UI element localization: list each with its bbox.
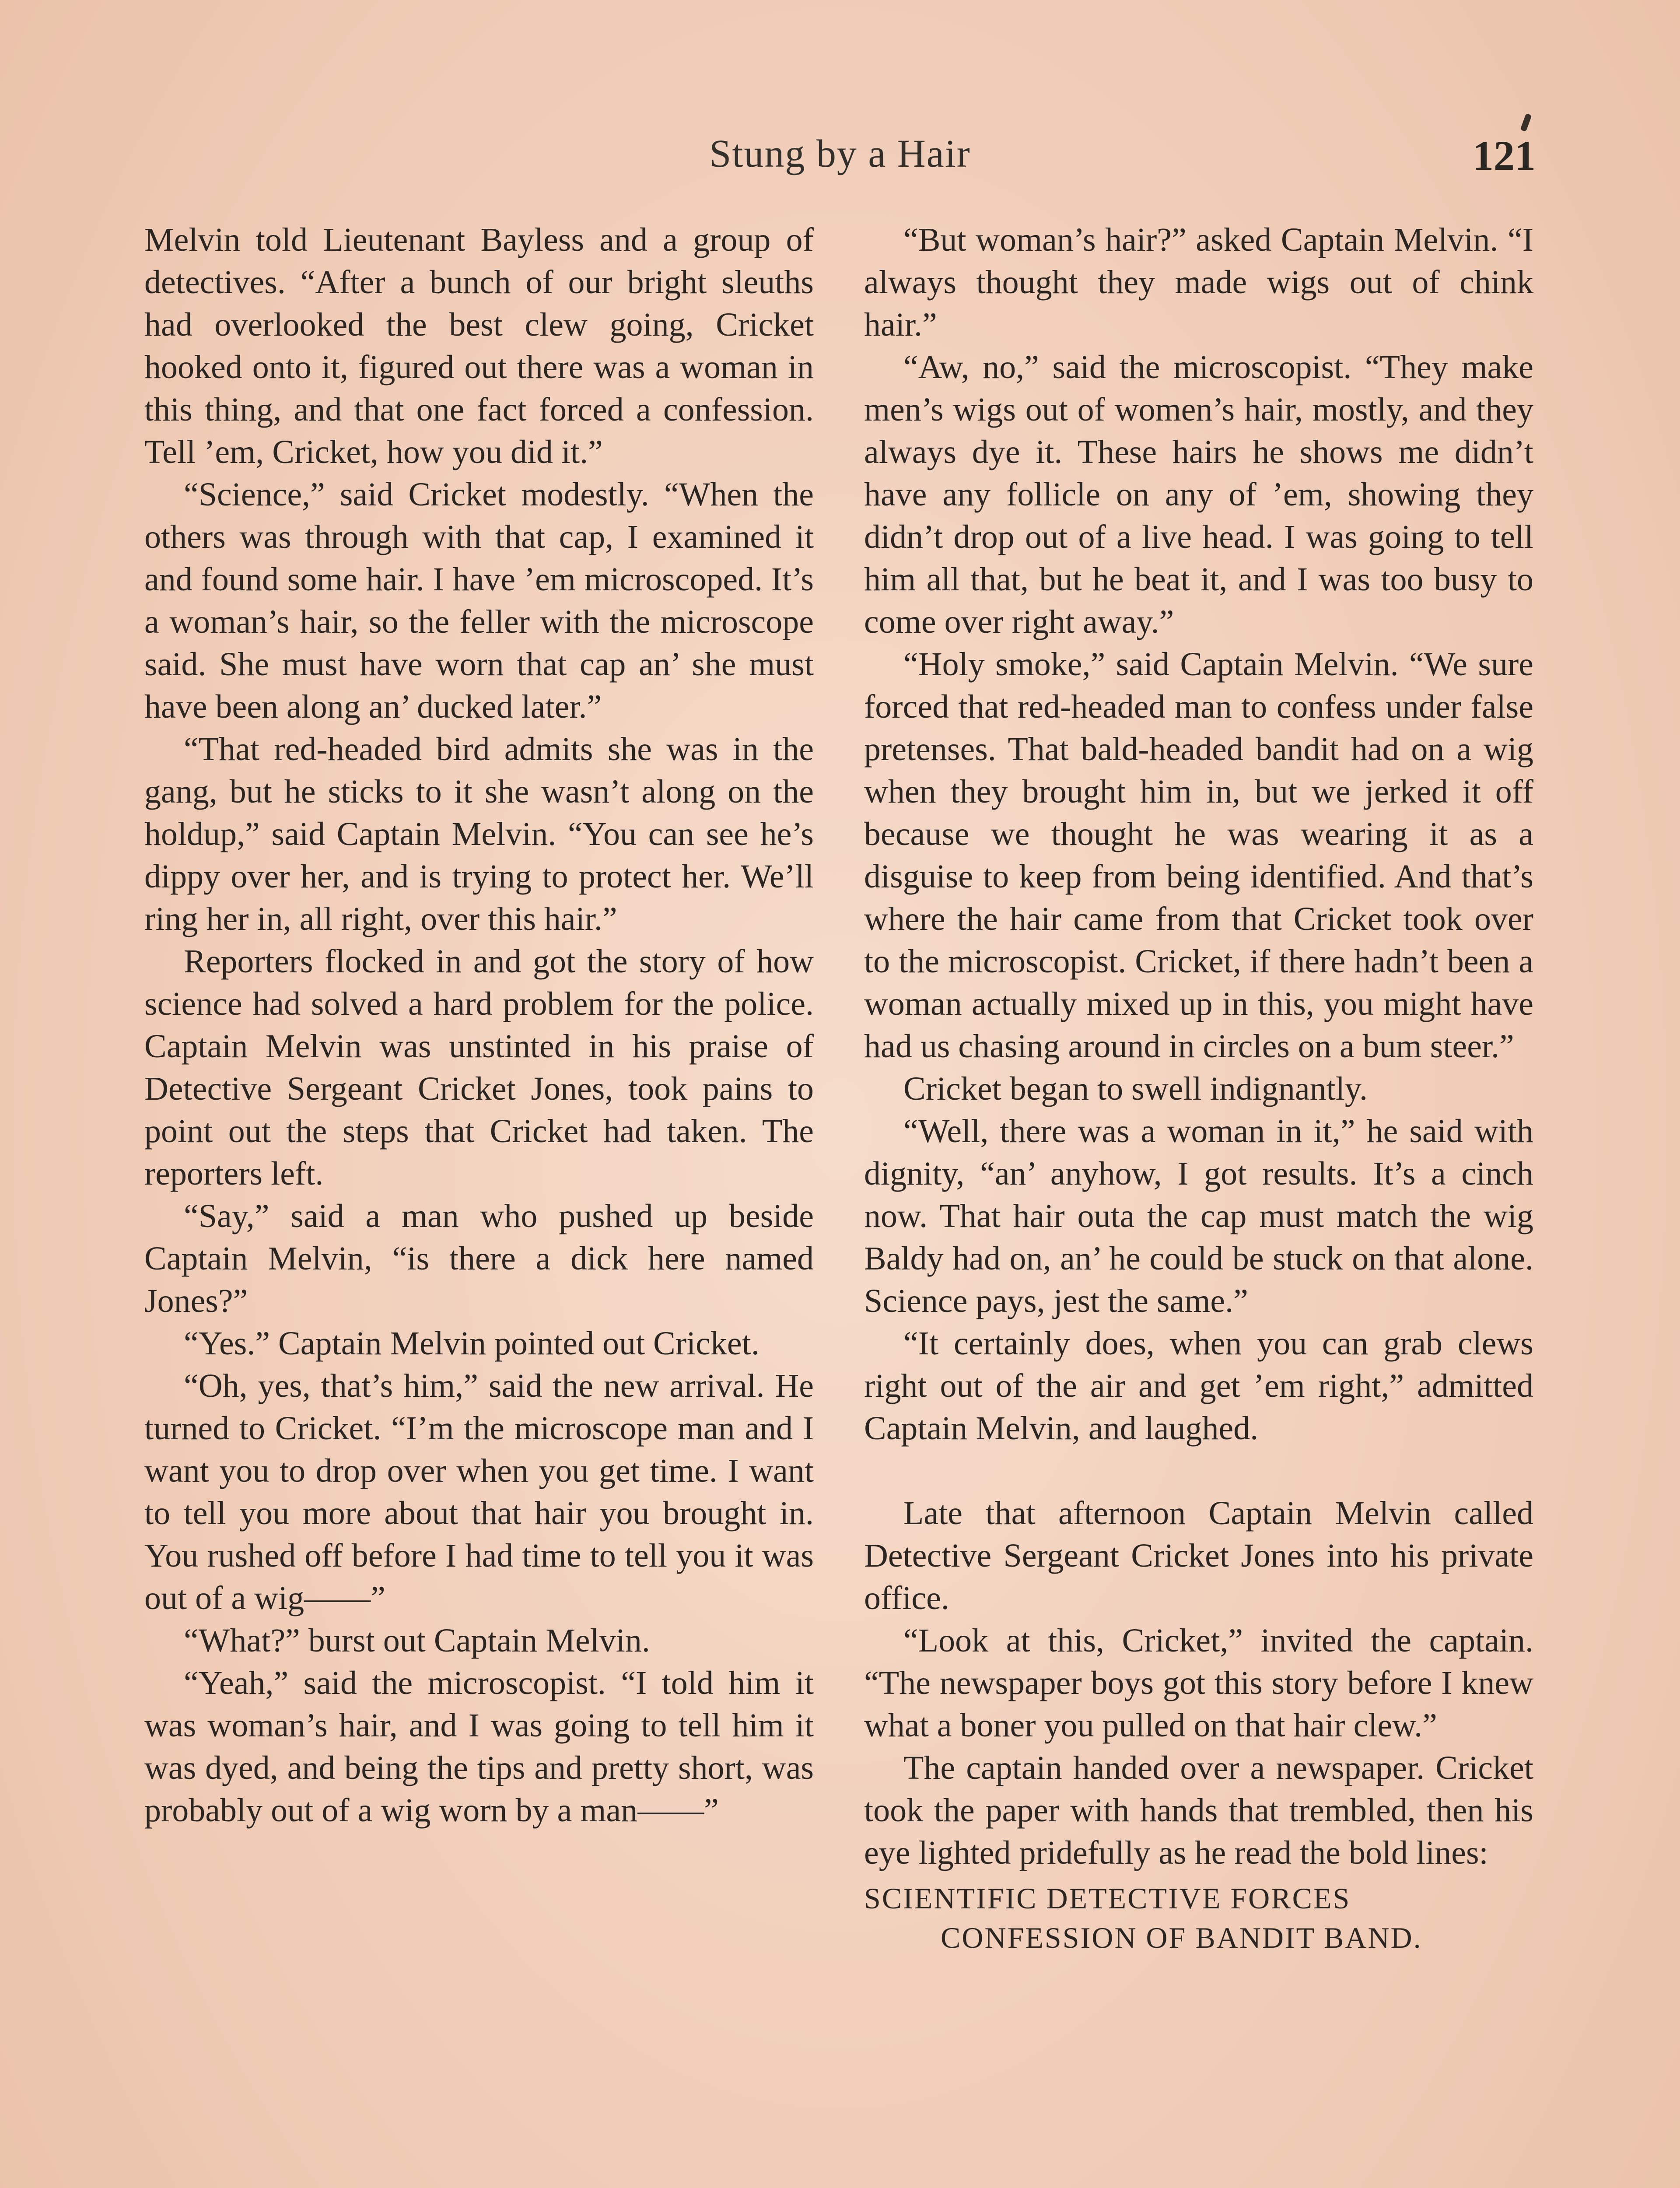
paragraph: “Yes.” Captain Melvin pointed out Cricket. bbox=[184, 1325, 760, 1362]
paragraph: “Well, there was a woman in it,” he said with dignity, “an’ anyhow, I got results. It’s a cinch now. That hair outa the cap must match the wig Baldy had on, an’ he could be stuck on that alone. Science pays, jest the same.” bbox=[864, 1113, 1533, 1319]
paragraph: “Say,” said a man who pushed up beside Captain Melvin, “is there a dick here named Jones?” bbox=[144, 1198, 814, 1319]
ink-mark bbox=[1520, 113, 1532, 132]
left-column bbox=[144, 219, 814, 1832]
paragraph: “Yeah,” said the microscopist. “I told him it was woman’s hair, and I was going to tell him it was dyed, and being the tips and pretty short, was probably out of a wig worn by a man——” bbox=[144, 1665, 814, 1829]
paragraph: “Aw, no,” said the microscopist. “They make men’s wigs out of women’s hair, mostly, and they always dye it. These hairs he shows me didn’t have any follicle on any of ’em, showing they didn’t drop out of a live head. I was going to tell him all that, but he beat it, and I was too busy to come over right away.” bbox=[864, 349, 1533, 640]
paragraph: Cricket began to swell indignantly. bbox=[903, 1070, 1368, 1107]
paragraph: Late that afternoon Captain Melvin called Detective Sergeant Cricket Jones into his private office. bbox=[864, 1495, 1533, 1616]
paragraph: “What?” burst out Captain Melvin. bbox=[184, 1622, 650, 1659]
paragraph: “Look at this, Cricket,” invited the captain. “The newspaper boys got this story before I knew what a boner you pulled on that hair clew.” bbox=[864, 1622, 1533, 1744]
headline-line-1: SCIENTIFIC DETECTIVE FORCES bbox=[864, 1882, 1351, 1915]
paragraph: “But woman’s hair?” asked Captain Melvin. “I always thought they made wigs out of chink hair.” bbox=[864, 221, 1533, 343]
page-number: 121 bbox=[1473, 132, 1536, 179]
paragraph: Melvin told Lieutenant Bayless and a group of detectives. “After a bunch of our bright sleuths had overlooked the best clew going, Cricket hooked onto it, figured out there was a woman in this thing, and that one fact forced a confession. Tell ’em, Cricket, how you did it.” bbox=[144, 221, 814, 470]
paragraph: “It certainly does, when you can grab clews right out of the air and get ’em right,” admitted Captain Melvin, and laughed. bbox=[864, 1325, 1533, 1447]
paragraph: “Oh, yes, that’s him,” said the new arrival. He turned to Cricket. “I’m the microscope man and I want you to drop over when you get time. I want to tell you more about that hair you brought in. You rushed off before I had time to tell you it was out of a wig——” bbox=[144, 1368, 814, 1616]
running-title: Stung by a Hair bbox=[709, 132, 971, 175]
headline-line-2: CONFESSION OF BANDIT BAND. bbox=[941, 1921, 1422, 1954]
newspaper-headline bbox=[864, 1879, 1533, 1957]
right-column bbox=[864, 219, 1533, 1957]
paragraph: Reporters flocked in and got the story of how science had solved a hard problem for the police. Captain Melvin was unstinted in his praise of Detective Sergeant Cricket Jones, took pains to point out the steps that Cricket had taken. The reporters left. bbox=[144, 943, 814, 1192]
paragraph: “That red-headed bird admits she was in the gang, but he sticks to it she wasn’t along on the holdup,” said Captain Melvin. “You can see he’s dippy over her, and is trying to protect her. We’ll ring her in, all right, over this hair.” bbox=[144, 731, 814, 937]
page-header bbox=[144, 131, 1536, 188]
paragraph: The captain handed over a newspaper. Cricket took the paper with hands that trembled, then his eye lighted pridefully as he read the bold lines: bbox=[864, 1750, 1533, 1871]
paragraph: “Holy smoke,” said Captain Melvin. “We sure forced that red-headed man to confess under false pretenses. That bald-headed bandit had on a wig when they brought him in, but we jerked it off because we thought he was wearing it as a disguise to keep from being identified. And that’s where the hair came from that Cricket took over to the microscopist. Cricket, if there hadn’t been a woman actually mixed up in this, you might have had us chasing around in circles on a bum steer.” bbox=[864, 646, 1533, 1065]
paragraph: “Science,” said Cricket modestly. “When the others was through with that cap, I examined it and found some hair. I have ’em microscoped. It’s a woman’s hair, so the feller with the microscope said. She must have worn that cap an’ she must have been along an’ ducked later.” bbox=[144, 476, 814, 725]
